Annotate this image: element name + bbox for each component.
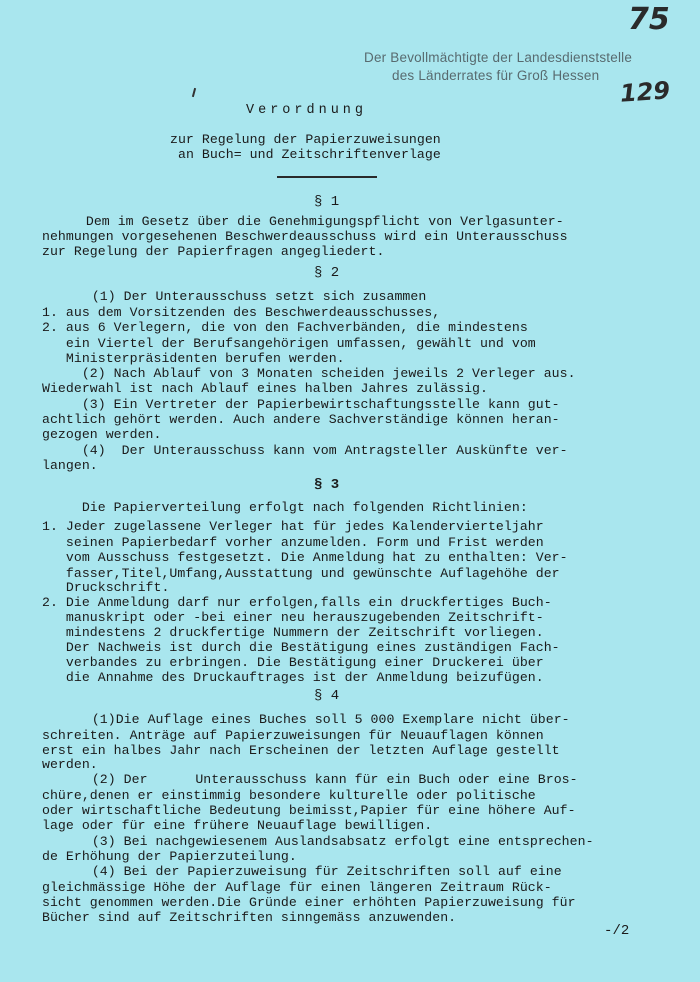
body-line: Der Nachweis ist durch die Bestätigung eines zuständigen Fach-	[42, 640, 560, 655]
body-line: fasser,Titel,Umfang,Ausstattung und gewünschte Auflagehöhe der	[42, 566, 560, 581]
body-line: die Annahme des Druckauftrages ist der Anmeldung beizufügen.	[42, 670, 544, 685]
body-line: Bücher sind auf Zeitschriften sinngemäss anzuwenden.	[42, 910, 457, 925]
handwritten-note: 129	[619, 76, 672, 108]
body-line: Dem im Gesetz über die Genehmigungspflicht von Verlgasunter-	[54, 214, 564, 229]
body-line: achtlich gehört werden. Auch andere Sachverständige können heran-	[42, 412, 560, 427]
page-title: Verordnung	[246, 103, 368, 118]
stamp-line-1: Der Bevollmächtigte der Landesdienststelle	[364, 50, 633, 65]
handwritten-page-number: 75	[628, 2, 670, 37]
body-line: (4) Der Unterausschuss kann vom Antragsteller Auskünfte ver-	[42, 443, 568, 458]
body-line: manuskript oder -bei einer neu herauszugebenden Zeitschrift-	[42, 610, 544, 625]
body-line: (3) Ein Vertreter der Papierbewirtschaftungsstelle kann gut-	[42, 397, 560, 412]
body-line: Die Papierverteilung erfolgt nach folgenden Richtlinien:	[42, 500, 528, 515]
body-line: seinen Papierbedarf vorher anzumelden. Form und Frist werden	[42, 535, 544, 550]
body-line: lage oder für eine frühere Neuauflage bewilligen.	[42, 818, 433, 833]
section-2-heading: § 2	[314, 265, 340, 281]
body-line: Druckschrift.	[42, 580, 170, 595]
section-1-heading: § 1	[314, 194, 340, 210]
body-line: nehmungen vorgesehenen Beschwerdeausschuss wird ein Unterausschuss	[42, 229, 568, 244]
body-line: (3) Bei nachgewiesenem Auslandsabsatz erfolgt eine entsprechen-	[52, 834, 594, 849]
body-line: zur Regelung der Papierfragen angegliedert.	[42, 244, 385, 259]
body-line: de Erhöhung der Papierzuteilung.	[42, 849, 297, 864]
body-line: (1) Der Unterausschuss setzt sich zusammen	[52, 289, 427, 304]
section-3-heading: § 3	[314, 477, 340, 493]
body-line: (2) Der Unterausschuss kann für ein Buch oder eine Bros-	[52, 772, 578, 787]
body-line: 2. Die Anmeldung darf nur erfolgen,falls ein druckfertiges Buch-	[42, 595, 552, 610]
body-line: 1. Jeder zugelassene Verleger hat für jedes Kalendervierteljahr	[42, 519, 544, 534]
body-line: vom Ausschuss festgesetzt. Die Anmeldung hat zu enthalten: Ver-	[42, 550, 568, 565]
body-line: gleichmässige Höhe der Auflage für einen längeren Zeitraum Rück-	[42, 880, 552, 895]
body-line: 1. aus dem Vorsitzenden des Beschwerdeausschusses,	[42, 305, 441, 320]
body-line: schreiten. Anträge auf Papierzuweisungen für Neuauflagen können	[42, 728, 544, 743]
body-line: langen.	[42, 458, 98, 473]
page-continuation: -/2	[604, 923, 630, 939]
body-line: mindestens 2 druckfertige Nummern der Zeitschrift vorliegen.	[42, 625, 544, 640]
body-line: erst ein halbes Jahr nach Erscheinen der letzten Auflage gestellt	[42, 743, 560, 758]
body-line: (1)Die Auflage eines Buches soll 5 000 Exemplare nicht über-	[52, 712, 570, 727]
body-line: chüre,denen er einstimmig besondere kulturelle oder politische	[42, 788, 536, 803]
body-line: 2. aus 6 Verlegern, die von den Fachverbänden, die mindestens	[42, 320, 528, 335]
body-line: (4) Bei der Papierzuweisung für Zeitschriften soll auf eine	[52, 864, 562, 879]
body-line: Ministerpräsidenten berufen werden.	[42, 351, 345, 366]
body-line: oder wirtschaftliche Bedeutung beimisst,Papier für eine höhere Auf-	[42, 803, 576, 818]
body-line: werden.	[42, 757, 98, 772]
stamp-line-2: des Länderrates für Groß Hessen	[392, 68, 600, 83]
title-underline	[277, 176, 377, 178]
body-line: sicht genommen werden.Die Gründe einer erhöhten Papierzuweisung für	[42, 895, 576, 910]
body-line: gezogen werden.	[42, 427, 162, 442]
body-line: verbandes zu erbringen. Die Bestätigung einer Druckerei über	[42, 655, 544, 670]
subtitle-line-2: an Buch= und Zeitschriftenverlage	[178, 147, 441, 162]
body-line: ein Viertel der Berufsangehörigen umfassen, gewählt und vom	[42, 336, 536, 351]
body-line: Wiederwahl ist nach Ablauf eines halben Jahres zulässig.	[42, 381, 488, 396]
stray-mark	[192, 88, 196, 97]
body-line: (2) Nach Ablauf von 3 Monaten scheiden jeweils 2 Verleger aus.	[42, 366, 576, 381]
subtitle-line-1: zur Regelung der Papierzuweisungen	[170, 132, 441, 147]
section-4-heading: § 4	[314, 688, 340, 704]
